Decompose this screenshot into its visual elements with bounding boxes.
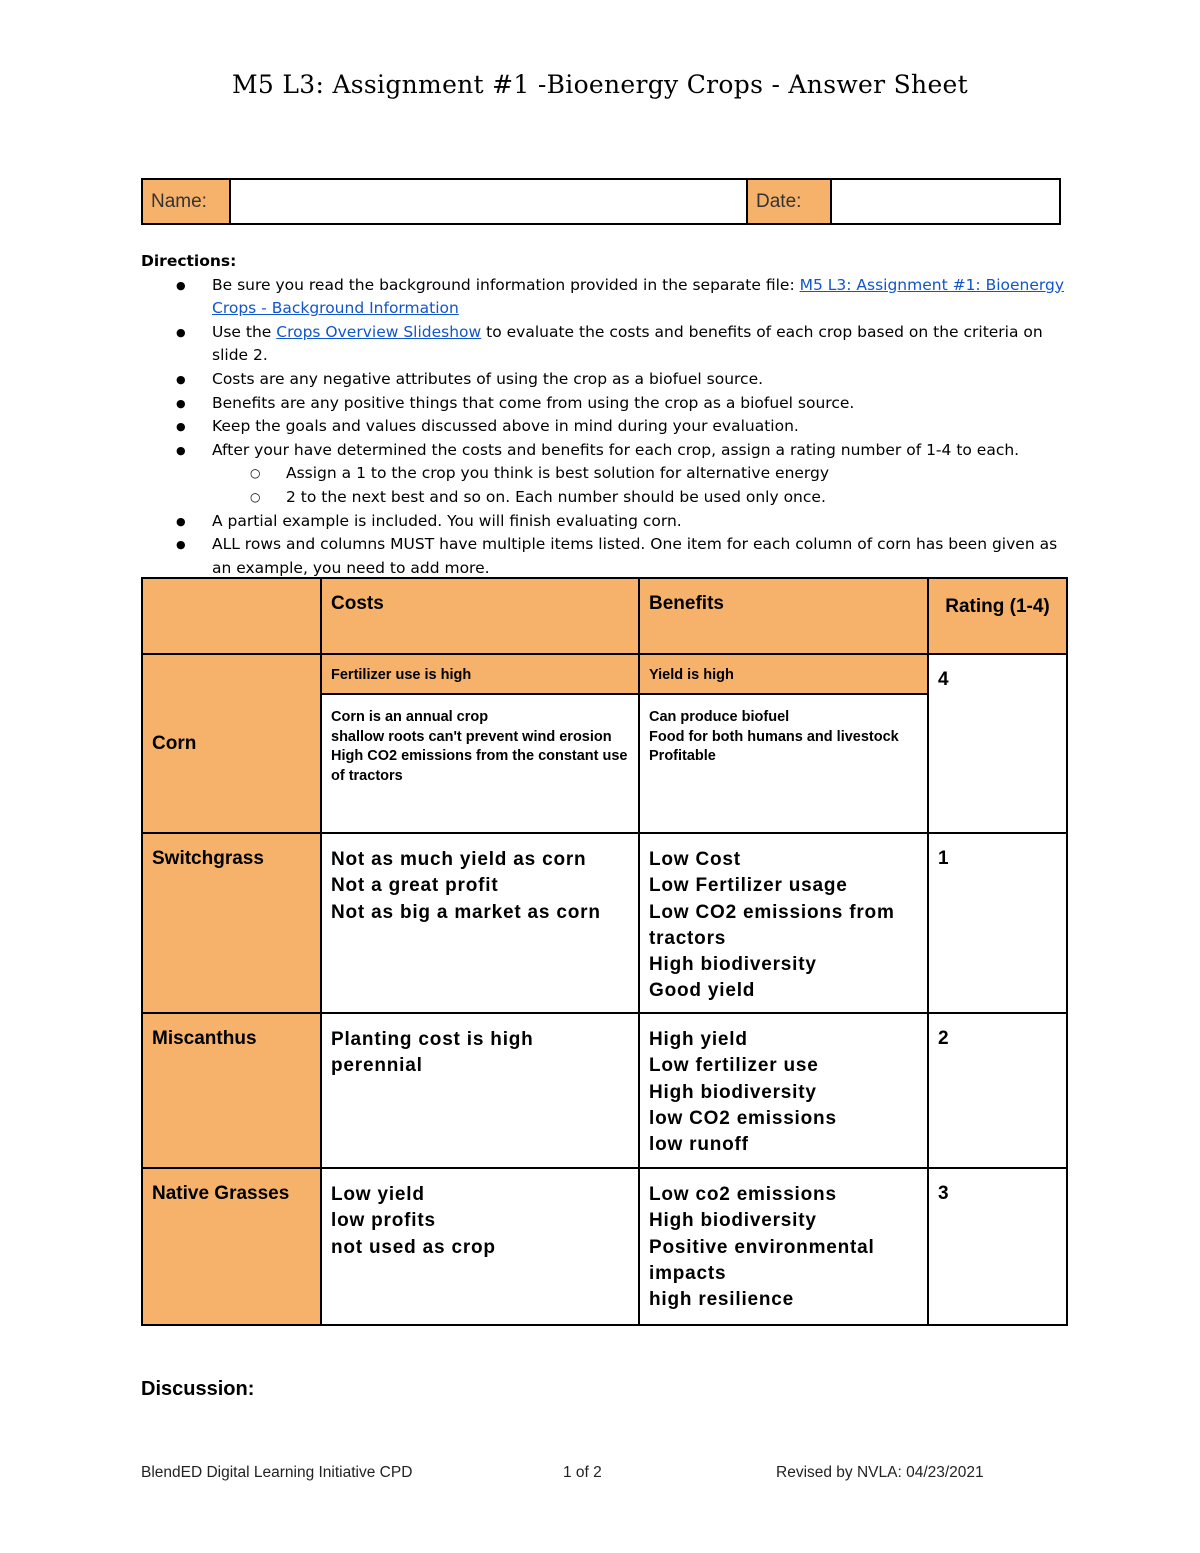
table-row-native-grasses (142, 1168, 1067, 1325)
benefit-item: Low fertilizer use (649, 1055, 819, 1077)
benefit-item: Can produce biofuel (649, 709, 790, 725)
direction-item (141, 321, 1071, 368)
benefit-item: Profitable (649, 748, 716, 764)
corn-example-benefit: Yield is high (639, 654, 928, 694)
direction-subitem: ○ 2 to the next best and so on. Each number should be used only once. (141, 486, 1071, 510)
crop-name-corn: Corn (142, 654, 321, 833)
crop-name-switchgrass: Switchgrass (142, 833, 321, 1013)
native-grasses-costs-cell[interactable] (321, 1168, 639, 1325)
direction-item: ● A partial example is included. You will finish evaluating corn. (141, 510, 1071, 534)
directions-list (141, 274, 1071, 581)
directions-heading: Directions: (141, 252, 237, 270)
corn-rating[interactable]: 4 (928, 654, 1067, 833)
direction-subitem: ○ Assign a 1 to the crop you think is best solution for alternative energy (141, 462, 1071, 486)
direction-text: Use the (212, 322, 277, 341)
benefit-item: Good yield (649, 980, 756, 1002)
benefit-item: Low co2 emissions (649, 1184, 837, 1205)
header-benefits: Benefits (639, 578, 928, 654)
cost-item: Not a great profit (331, 875, 499, 897)
document-title: M5 L3: Assignment #1 -Bioenergy Crops - Answer Sheet (232, 70, 968, 99)
table-row-corn (142, 654, 1067, 694)
table-row-miscanthus (142, 1013, 1067, 1168)
benefit-item: Low CO2 emissions from tractors (649, 901, 895, 949)
corn-example-cost: Fertilizer use is high (321, 654, 639, 694)
background-info-link[interactable]: M5 L3: Assignment #1: Bioenergy Crops - Background Information (212, 275, 1065, 318)
benefit-item: Low Cost (649, 849, 741, 870)
header-crop (142, 578, 321, 654)
switchgrass-rating[interactable]: 1 (928, 833, 1067, 1013)
benefit-item: high resilience (649, 1289, 795, 1311)
benefit-item: Low Fertilizer usage (649, 875, 848, 897)
benefit-item: High biodiversity (649, 954, 817, 976)
footer-left: BlendED Digital Learning Initiative CPD (141, 1464, 413, 1481)
name-date-bar (141, 178, 1061, 225)
benefit-item: High biodiversity (649, 1081, 817, 1103)
direction-item (141, 274, 1071, 321)
directions-section (141, 250, 1071, 580)
miscanthus-benefits-cell[interactable] (639, 1013, 928, 1168)
header-rating: Rating (1-4) (928, 578, 1067, 654)
cost-item: Corn is an annual crop (331, 709, 489, 725)
crops-slideshow-link[interactable]: Crops Overview Slideshow (276, 322, 482, 341)
benefit-item: low runoff (649, 1134, 749, 1156)
native-grasses-rating[interactable]: 3 (928, 1168, 1067, 1325)
date-field[interactable] (832, 180, 1059, 223)
table-header-row (142, 578, 1067, 654)
cost-item: low profits (331, 1210, 436, 1232)
switchgrass-costs-cell[interactable] (321, 833, 639, 1013)
cost-item: Not as big a market as corn (331, 901, 601, 923)
discussion-heading: Discussion: (141, 1378, 255, 1400)
native-grasses-benefits-cell[interactable] (639, 1168, 928, 1325)
switchgrass-benefits-cell[interactable] (639, 833, 928, 1013)
cost-item: shallow roots can't prevent wind erosion (331, 728, 612, 745)
footer-revision: Revised by NVLA: 04/23/2021 (776, 1464, 984, 1481)
footer-page-number: 1 of 2 (563, 1464, 602, 1481)
header-costs: Costs (321, 578, 639, 654)
direction-text: Be sure you read the background information provided in the separate file: (212, 275, 800, 294)
cost-item: not used as crop (331, 1236, 496, 1258)
crop-name-native-grasses: Native Grasses (142, 1168, 321, 1325)
direction-item: ● Keep the goals and values discussed above in mind during your evaluation. (141, 415, 1071, 439)
benefit-item: High yield (649, 1029, 748, 1050)
direction-item: ● ALL rows and columns MUST have multiple items listed. One item for each column of corn has been given as an example, you need to add more. (141, 533, 1071, 580)
miscanthus-costs-cell[interactable] (321, 1013, 639, 1168)
cost-item: Not as much yield as corn (331, 849, 587, 870)
crop-name-miscanthus: Miscanthus (142, 1013, 321, 1168)
crops-evaluation-table (141, 577, 1068, 1326)
cost-item: Planting cost is high (331, 1029, 534, 1050)
benefit-item: Positive environmental impacts (649, 1236, 875, 1284)
name-label: Name: (143, 180, 231, 223)
direction-text: to evaluate the costs and benefits of each crop based on the criteria on slide 2. (212, 322, 1043, 365)
name-field[interactable] (231, 180, 748, 223)
miscanthus-rating[interactable]: 2 (928, 1013, 1067, 1168)
corn-costs-cell[interactable] (321, 694, 639, 833)
date-label: Date: (748, 180, 832, 223)
corn-benefits-cell[interactable] (639, 694, 928, 833)
cost-item: High CO2 emissions from the constant use of tractors (331, 748, 628, 784)
direction-item: ● Costs are any negative attributes of using the crop as a biofuel source. (141, 368, 1071, 392)
direction-item: ● After your have determined the costs and benefits for each crop, assign a rating number of 1-4 to each. (141, 439, 1071, 463)
cost-item: Low yield (331, 1184, 425, 1205)
benefit-item: low CO2 emissions (649, 1107, 837, 1129)
direction-item: ● Benefits are any positive things that come from using the crop as a biofuel source. (141, 392, 1071, 416)
benefit-item: Food for both humans and livestock (649, 728, 899, 745)
cost-item: perennial (331, 1055, 423, 1077)
table-row-switchgrass (142, 833, 1067, 1013)
benefit-item: High biodiversity (649, 1210, 817, 1232)
